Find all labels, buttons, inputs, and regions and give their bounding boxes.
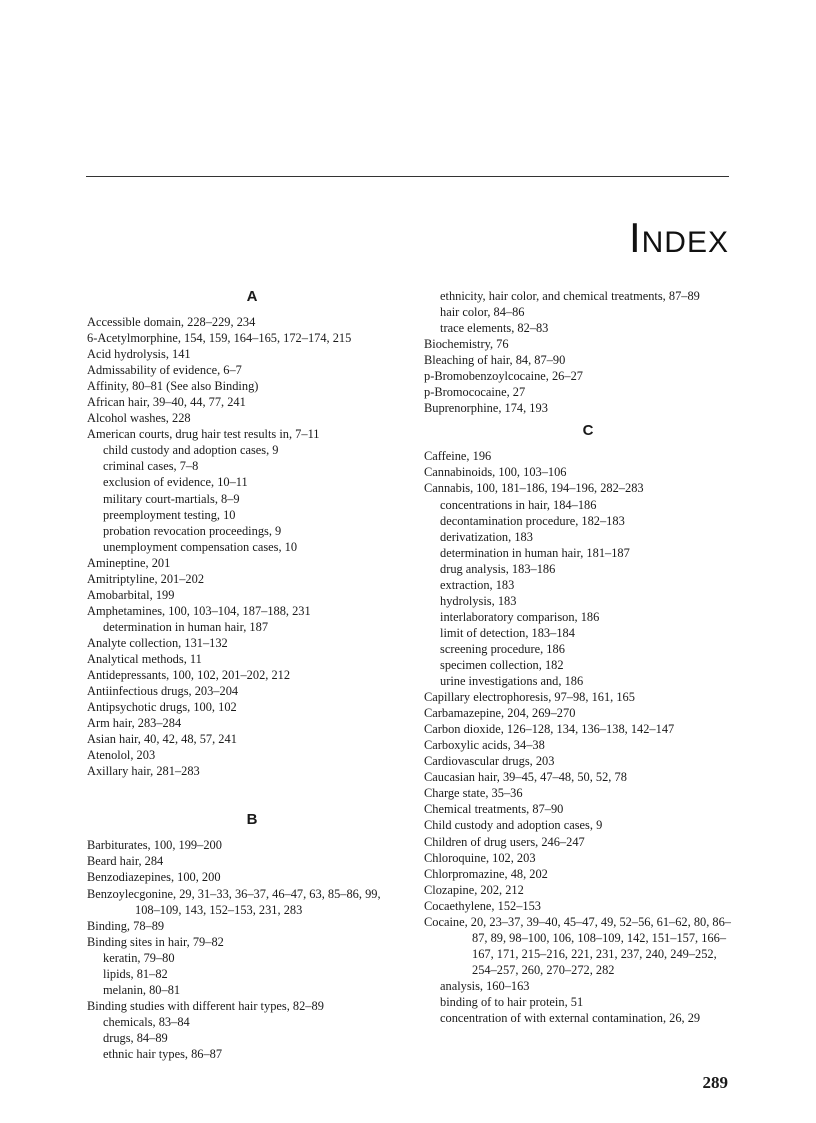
- index-entry: Chlorpromazine, 48, 202: [424, 866, 548, 881]
- index-subentry: determination in human hair, 181–187: [440, 545, 630, 560]
- index-entry: 6-Acetylmorphine, 154, 159, 164–165, 172–174, 215: [87, 331, 352, 346]
- index-entry: Caffeine, 196: [424, 449, 492, 464]
- index-entry: Arm hair, 283–284: [87, 716, 182, 731]
- index-subentry: decontamination procedure, 182–183: [440, 513, 625, 528]
- index-entry: Cocaethylene, 152–153: [424, 898, 541, 913]
- index-entry: p-Bromococaine, 27: [424, 385, 526, 400]
- index-entry: Carbamazepine, 204, 269–270: [424, 706, 576, 721]
- index-subentry: concentrations in hair, 184–186: [440, 497, 597, 512]
- index-subentry: determination in human hair, 187: [103, 619, 269, 634]
- index-subentry: binding of to hair protein, 51: [440, 994, 584, 1009]
- index-subentry: criminal cases, 7–8: [103, 459, 199, 474]
- index-entry: Amobarbital, 199: [87, 587, 175, 602]
- index-entry: Accessible domain, 228–229, 234: [87, 315, 256, 329]
- index-subentry: ethnicity, hair color, and chemical treatments, 87–89: [440, 289, 700, 303]
- index-subentry: probation revocation proceedings, 9: [103, 523, 282, 538]
- index-subentry: chemicals, 83–84: [103, 1014, 190, 1029]
- index-entry: Cardiovascular drugs, 203: [424, 754, 555, 769]
- header-rule: [86, 176, 729, 177]
- index-entry: Antiinfectious drugs, 203–204: [87, 684, 239, 699]
- index-entry: Cannabinoids, 100, 103–106: [424, 465, 567, 480]
- index-subentry: keratin, 79–80: [103, 950, 175, 965]
- index-entry: Cannabis, 100, 181–186, 194–196, 282–283: [424, 481, 644, 496]
- index-entry: Carboxylic acids, 34–38: [424, 738, 545, 753]
- index-entry: Axillary hair, 281–283: [87, 764, 200, 779]
- index-entry: Bleaching of hair, 84, 87–90: [424, 353, 566, 368]
- index-entry: Benzodiazepines, 100, 200: [87, 870, 221, 885]
- index-entry: Biochemistry, 76: [424, 337, 509, 352]
- index-entry: Beard hair, 284: [87, 854, 164, 869]
- index-column-right: [424, 288, 742, 1026]
- index-subentry: exclusion of evidence, 10–11: [103, 475, 248, 490]
- index-entry: African hair, 39–40, 44, 77, 241: [87, 395, 246, 410]
- index-entry: Chemical treatments, 87–90: [424, 802, 564, 817]
- index-entry: Antipsychotic drugs, 100, 102: [87, 700, 237, 715]
- index-subentry: derivatization, 183: [440, 529, 533, 544]
- index-subentry: lipids, 81–82: [103, 966, 168, 981]
- index-subentry: limit of detection, 183–184: [440, 625, 575, 640]
- index-entry: Binding, 78–89: [87, 918, 165, 933]
- index-entry: Chloroquine, 102, 203: [424, 850, 536, 865]
- index-subentry: hair color, 84–86: [440, 305, 525, 320]
- index-entry: Admissability of evidence, 6–7: [87, 363, 242, 378]
- index-subentry: military court-martials, 8–9: [103, 491, 240, 506]
- index-entry: Binding studies with different hair types, 82–89: [87, 998, 324, 1013]
- index-subentry: melanin, 80–81: [103, 982, 181, 997]
- index-subentry: trace elements, 82–83: [440, 321, 549, 336]
- index-subentry: drugs, 84–89: [103, 1030, 168, 1045]
- index-entry: Cocaine, 20, 23–37, 39–40, 45–47, 49, 52–56, 61–62, 80, 86–87, 89, 98–100, 106, 108–109, 142, 151–157, 166–167, 171, 215–216, 221, 231, 237, 240, 249–252, 254–257, 260, 270–272, 282: [424, 914, 731, 977]
- page-title: INDEX: [628, 214, 729, 261]
- index-column-left: [87, 288, 407, 1062]
- index-entry: American courts, drug hair test results in, 7–11: [87, 427, 320, 442]
- index-entry: Caucasian hair, 39–45, 47–48, 50, 52, 78: [424, 770, 627, 785]
- index-entry: Benzoylecgonine, 29, 31–33, 36–37, 46–47, 63, 85–86, 99, 108–109, 143, 152–153, 231, 283: [87, 886, 381, 917]
- index-subentry: concentration of with external contamination, 26, 29: [440, 1011, 701, 1026]
- index-entry: Child custody and adoption cases, 9: [424, 818, 603, 833]
- index-entry: Buprenorphine, 174, 193: [424, 401, 548, 416]
- index-subentry: interlaboratory comparison, 186: [440, 609, 600, 624]
- index-entry: Barbiturates, 100, 199–200: [87, 838, 222, 853]
- index-subentry: specimen collection, 182: [440, 657, 564, 672]
- index-entry: Affinity, 80–81 (See also Binding): [87, 379, 259, 394]
- index-entry: Analyte collection, 131–132: [87, 635, 228, 650]
- index-entry: p-Bromobenzoylcocaine, 26–27: [424, 369, 583, 384]
- index-entry: Alcohol washes, 228: [87, 411, 191, 426]
- section-letter-a: A: [246, 288, 258, 305]
- index-entry: Amineptine, 201: [87, 555, 171, 570]
- index-subentry: screening procedure, 186: [440, 641, 565, 656]
- index-subentry: drug analysis, 183–186: [440, 561, 556, 576]
- index-entry: Capillary electrophoresis, 97–98, 161, 165: [424, 690, 635, 705]
- index-entry: Acid hydrolysis, 141: [87, 347, 191, 362]
- index-entry: Binding sites in hair, 79–82: [87, 934, 224, 949]
- index-entry: Carbon dioxide, 126–128, 134, 136–138, 142–147: [424, 722, 675, 737]
- index-subentry: unemployment compensation cases, 10: [103, 539, 298, 554]
- index-entry: Asian hair, 40, 42, 48, 57, 241: [87, 732, 237, 747]
- index-subentry: extraction, 183: [440, 577, 515, 592]
- index-entry: Clozapine, 202, 212: [424, 882, 524, 897]
- index-entry: Amphetamines, 100, 103–104, 187–188, 231: [87, 603, 311, 618]
- page-number: 289: [702, 1073, 728, 1092]
- section-letter-c: C: [582, 422, 594, 440]
- index-entry: Charge state, 35–36: [424, 786, 523, 801]
- index-entry: Antidepressants, 100, 102, 201–202, 212: [87, 668, 291, 683]
- index-subentry: preemployment testing, 10: [103, 507, 236, 522]
- index-subentry: hydrolysis, 183: [440, 593, 517, 608]
- index-subentry: ethnic hair types, 86–87: [103, 1046, 223, 1061]
- index-entry: Analytical methods, 11: [87, 651, 202, 666]
- index-entry: Children of drug users, 246–247: [424, 834, 585, 849]
- section-letter-b: B: [246, 811, 258, 829]
- index-entry: Amitriptyline, 201–202: [87, 571, 205, 586]
- index-subentry: analysis, 160–163: [440, 978, 530, 993]
- index-subentry: child custody and adoption cases, 9: [103, 443, 279, 458]
- index-entry: Atenolol, 203: [87, 748, 156, 763]
- index-subentry: urine investigations and, 186: [440, 674, 584, 689]
